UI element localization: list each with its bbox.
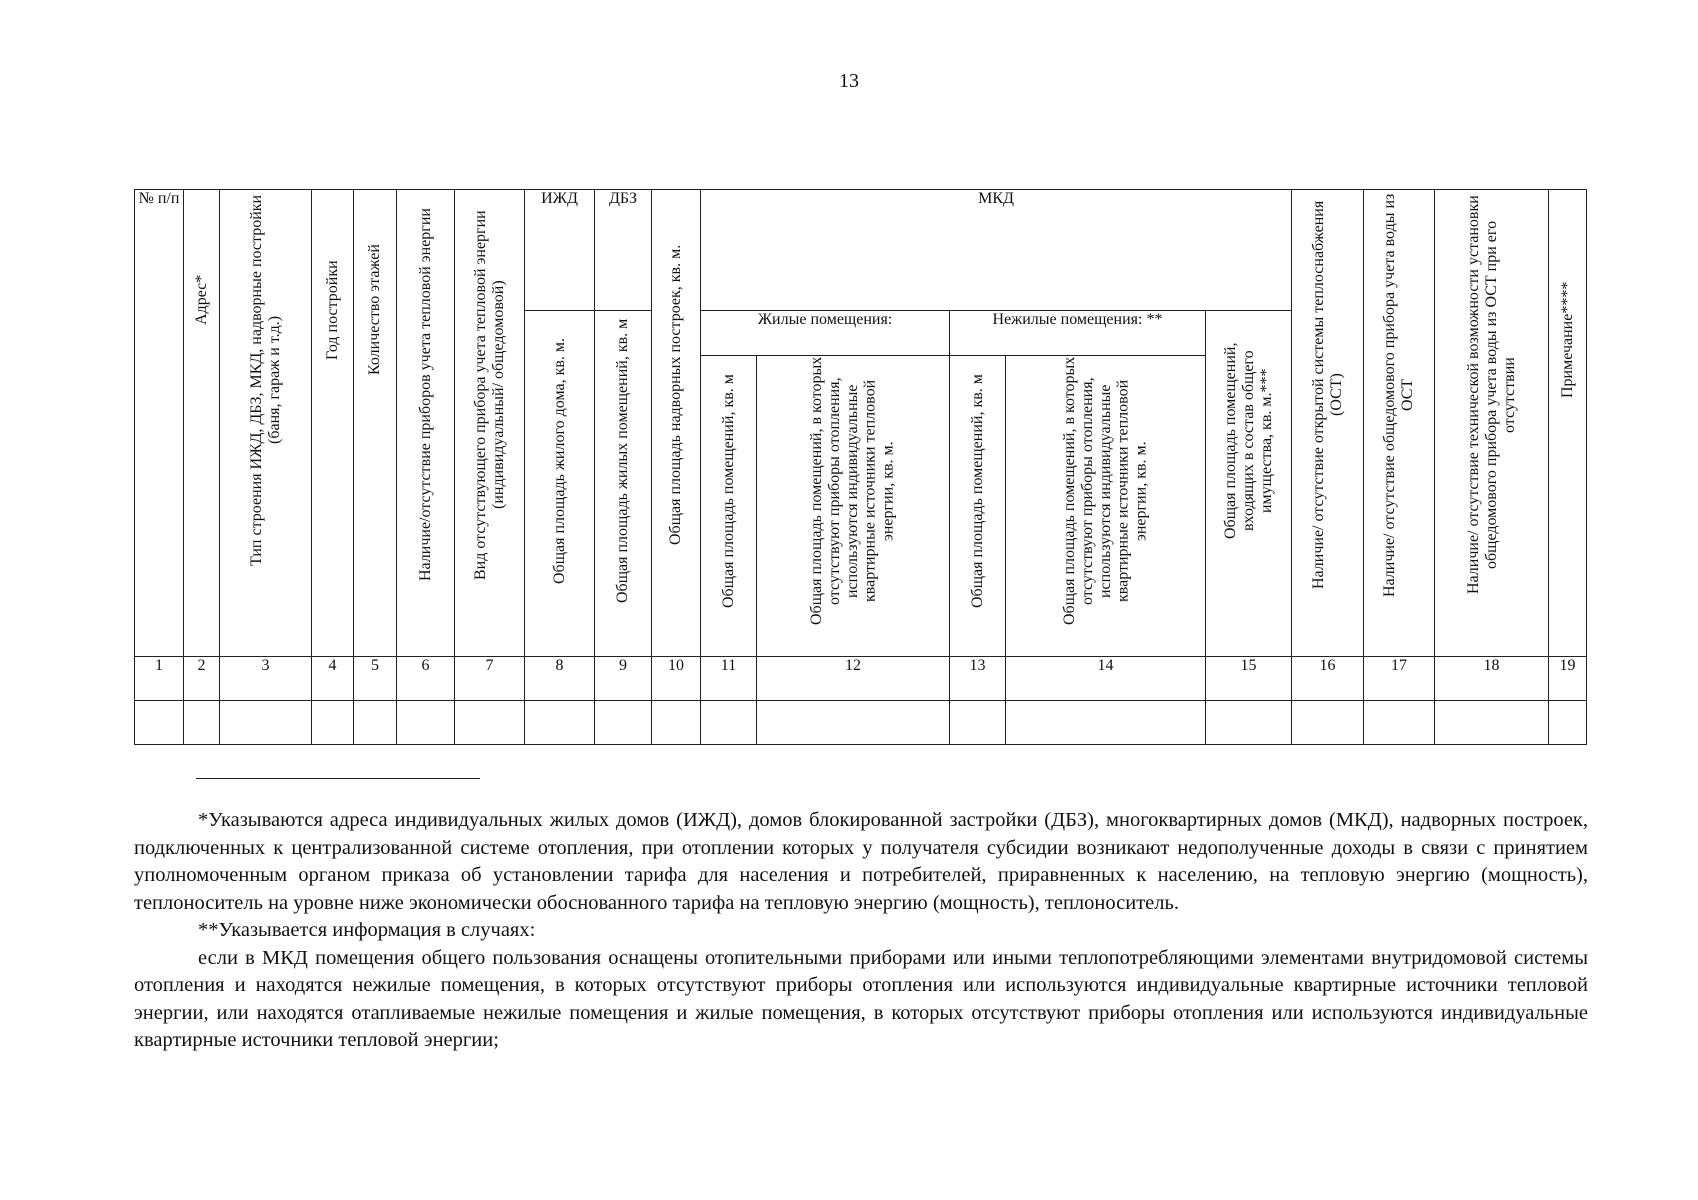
header-residential: Жилые помещения: (701, 311, 950, 356)
header-year-built: Год постройки (312, 190, 354, 657)
column-number: 17 (1364, 657, 1435, 701)
column-number: 16 (1292, 657, 1364, 701)
column-number: 2 (184, 657, 220, 701)
header-note: Примечание**** (1549, 190, 1587, 657)
header-floors: Количество этажей (354, 190, 397, 657)
column-number: 8 (525, 657, 595, 701)
data-table (134, 189, 1587, 745)
page-number: 13 (839, 70, 859, 92)
table-cell (312, 701, 354, 745)
table-cell (525, 701, 595, 745)
header-missing-meter-type: Вид отсутствующего прибора учета тепловой энергии (индивидуальный/ общедомовой) (455, 190, 525, 657)
column-number: 9 (595, 657, 652, 701)
table-cell (652, 701, 701, 745)
table-cell (1435, 701, 1549, 745)
table-cell (950, 701, 1006, 745)
column-number: 12 (757, 657, 950, 701)
header-nonresidential-no-heating-area: Общая площадь помещений, в которых отсутствуют приборы отопления, используются индивидуальные квартирные источники тепловой энергии, кв. м. (1006, 356, 1206, 657)
header-residential-total-area: Общая площадь помещений, кв. м (701, 356, 757, 657)
footnote-2-text: если в МКД помещения общего пользования оснащены отопительными приборами или иными теплопотребляющими элементами внутридомовой системы отопления и находятся нежилые помещения, в которых отсутствуют приборы отопления или используются индивидуальные квартирные источники тепловой энергии, или находятся отапливаемые нежилые помещения и жилые помещения, в которых отсутствуют приборы отопления или используются индивидуальные квартирные источники тепловой энергии; (134, 946, 1588, 1051)
empty-data-row (135, 701, 1587, 745)
table-cell (595, 701, 652, 745)
column-number: 6 (397, 657, 455, 701)
column-number: 11 (701, 657, 757, 701)
column-number: 15 (1206, 657, 1292, 701)
column-number: 3 (220, 657, 312, 701)
header-open-system: Наличие/ отсутствие открытой системы теплоснабжения (ОСТ) (1292, 190, 1364, 657)
header-outbuildings-area: Общая площадь надворных построек, кв. м. (652, 190, 701, 657)
header-residential-area-dbz: Общая площадь жилых помещений, кв. м (595, 311, 652, 657)
header-mkd: МКД (701, 190, 1292, 311)
footnotes (134, 807, 1588, 1055)
table-cell (1364, 701, 1435, 745)
column-number: 19 (1549, 657, 1587, 701)
footnote-separator (196, 778, 480, 779)
column-number-row (135, 657, 1587, 701)
table-cell (701, 701, 757, 745)
column-number: 14 (1006, 657, 1206, 701)
header-nonresidential: Нежилые помещения: ** (950, 311, 1206, 356)
table-cell (354, 701, 397, 745)
column-number: 4 (312, 657, 354, 701)
table-cell (1206, 701, 1292, 745)
footnote-2: **Указывается информация в случаях: (198, 919, 536, 941)
table-cell (135, 701, 184, 745)
header-house-area: Общая площадь жилого дома, кв. м. (525, 311, 595, 657)
header-nonresidential-total-area: Общая площадь помещений, кв. м (950, 356, 1006, 657)
header-common-property-area: Общая площадь помещений, входящих в состав общего имущества, кв. м.*** (1206, 311, 1292, 657)
header-meters-presence: Наличие/отсутствие приборов учета тепловой энергии (397, 190, 455, 657)
column-number: 10 (652, 657, 701, 701)
table-cell (455, 701, 525, 745)
column-number: 5 (354, 657, 397, 701)
header-row-number: № п/п (135, 190, 184, 657)
header-dbz: ДБЗ (595, 190, 652, 311)
column-number: 18 (1435, 657, 1549, 701)
table-cell (1292, 701, 1364, 745)
header-meter-possibility: Наличие/ отсутствие технической возможности установки общедомового прибора учета воды из ОСТ при его отсутствии (1435, 190, 1549, 657)
header-izhd: ИЖД (525, 190, 595, 311)
column-number: 13 (950, 657, 1006, 701)
header-address: Адрес* (184, 190, 220, 657)
table-cell (184, 701, 220, 745)
header-building-type: Тип строения ИЖД, ДБЗ, МКД, надворные постройки (баня, гараж и т.д.) (220, 190, 312, 657)
header-water-meter: Наличие/ отсутствие общедомового прибора учета воды из ОСТ (1364, 190, 1435, 657)
table-cell (220, 701, 312, 745)
table-cell (397, 701, 455, 745)
table-cell (1006, 701, 1206, 745)
header-residential-no-heating-area: Общая площадь помещений, в которых отсутствуют приборы отопления, используются индивидуальные квартирные источники тепловой энергии, кв. м. (757, 356, 950, 657)
table-cell (1549, 701, 1587, 745)
column-number: 7 (455, 657, 525, 701)
footnote-1: *Указываются адреса индивидуальных жилых домов (ИЖД), домов блокированной застройки (ДБЗ), многоквартирных домов (МКД), надворных построек, подключенных к централизованной системе отопления, при отоплении которых у получателя субсидии возникают недополученные доходы в связи с принятием уполномоченным органом приказа об установлении тарифа для населения и потребителей, приравненных к населению, на тепловую энергию (мощность), теплоноситель на уровне ниже экономически обоснованного тарифа на тепловую энергию (мощность), теплоноситель. (134, 809, 1588, 914)
column-number: 1 (135, 657, 184, 701)
table-cell (757, 701, 950, 745)
